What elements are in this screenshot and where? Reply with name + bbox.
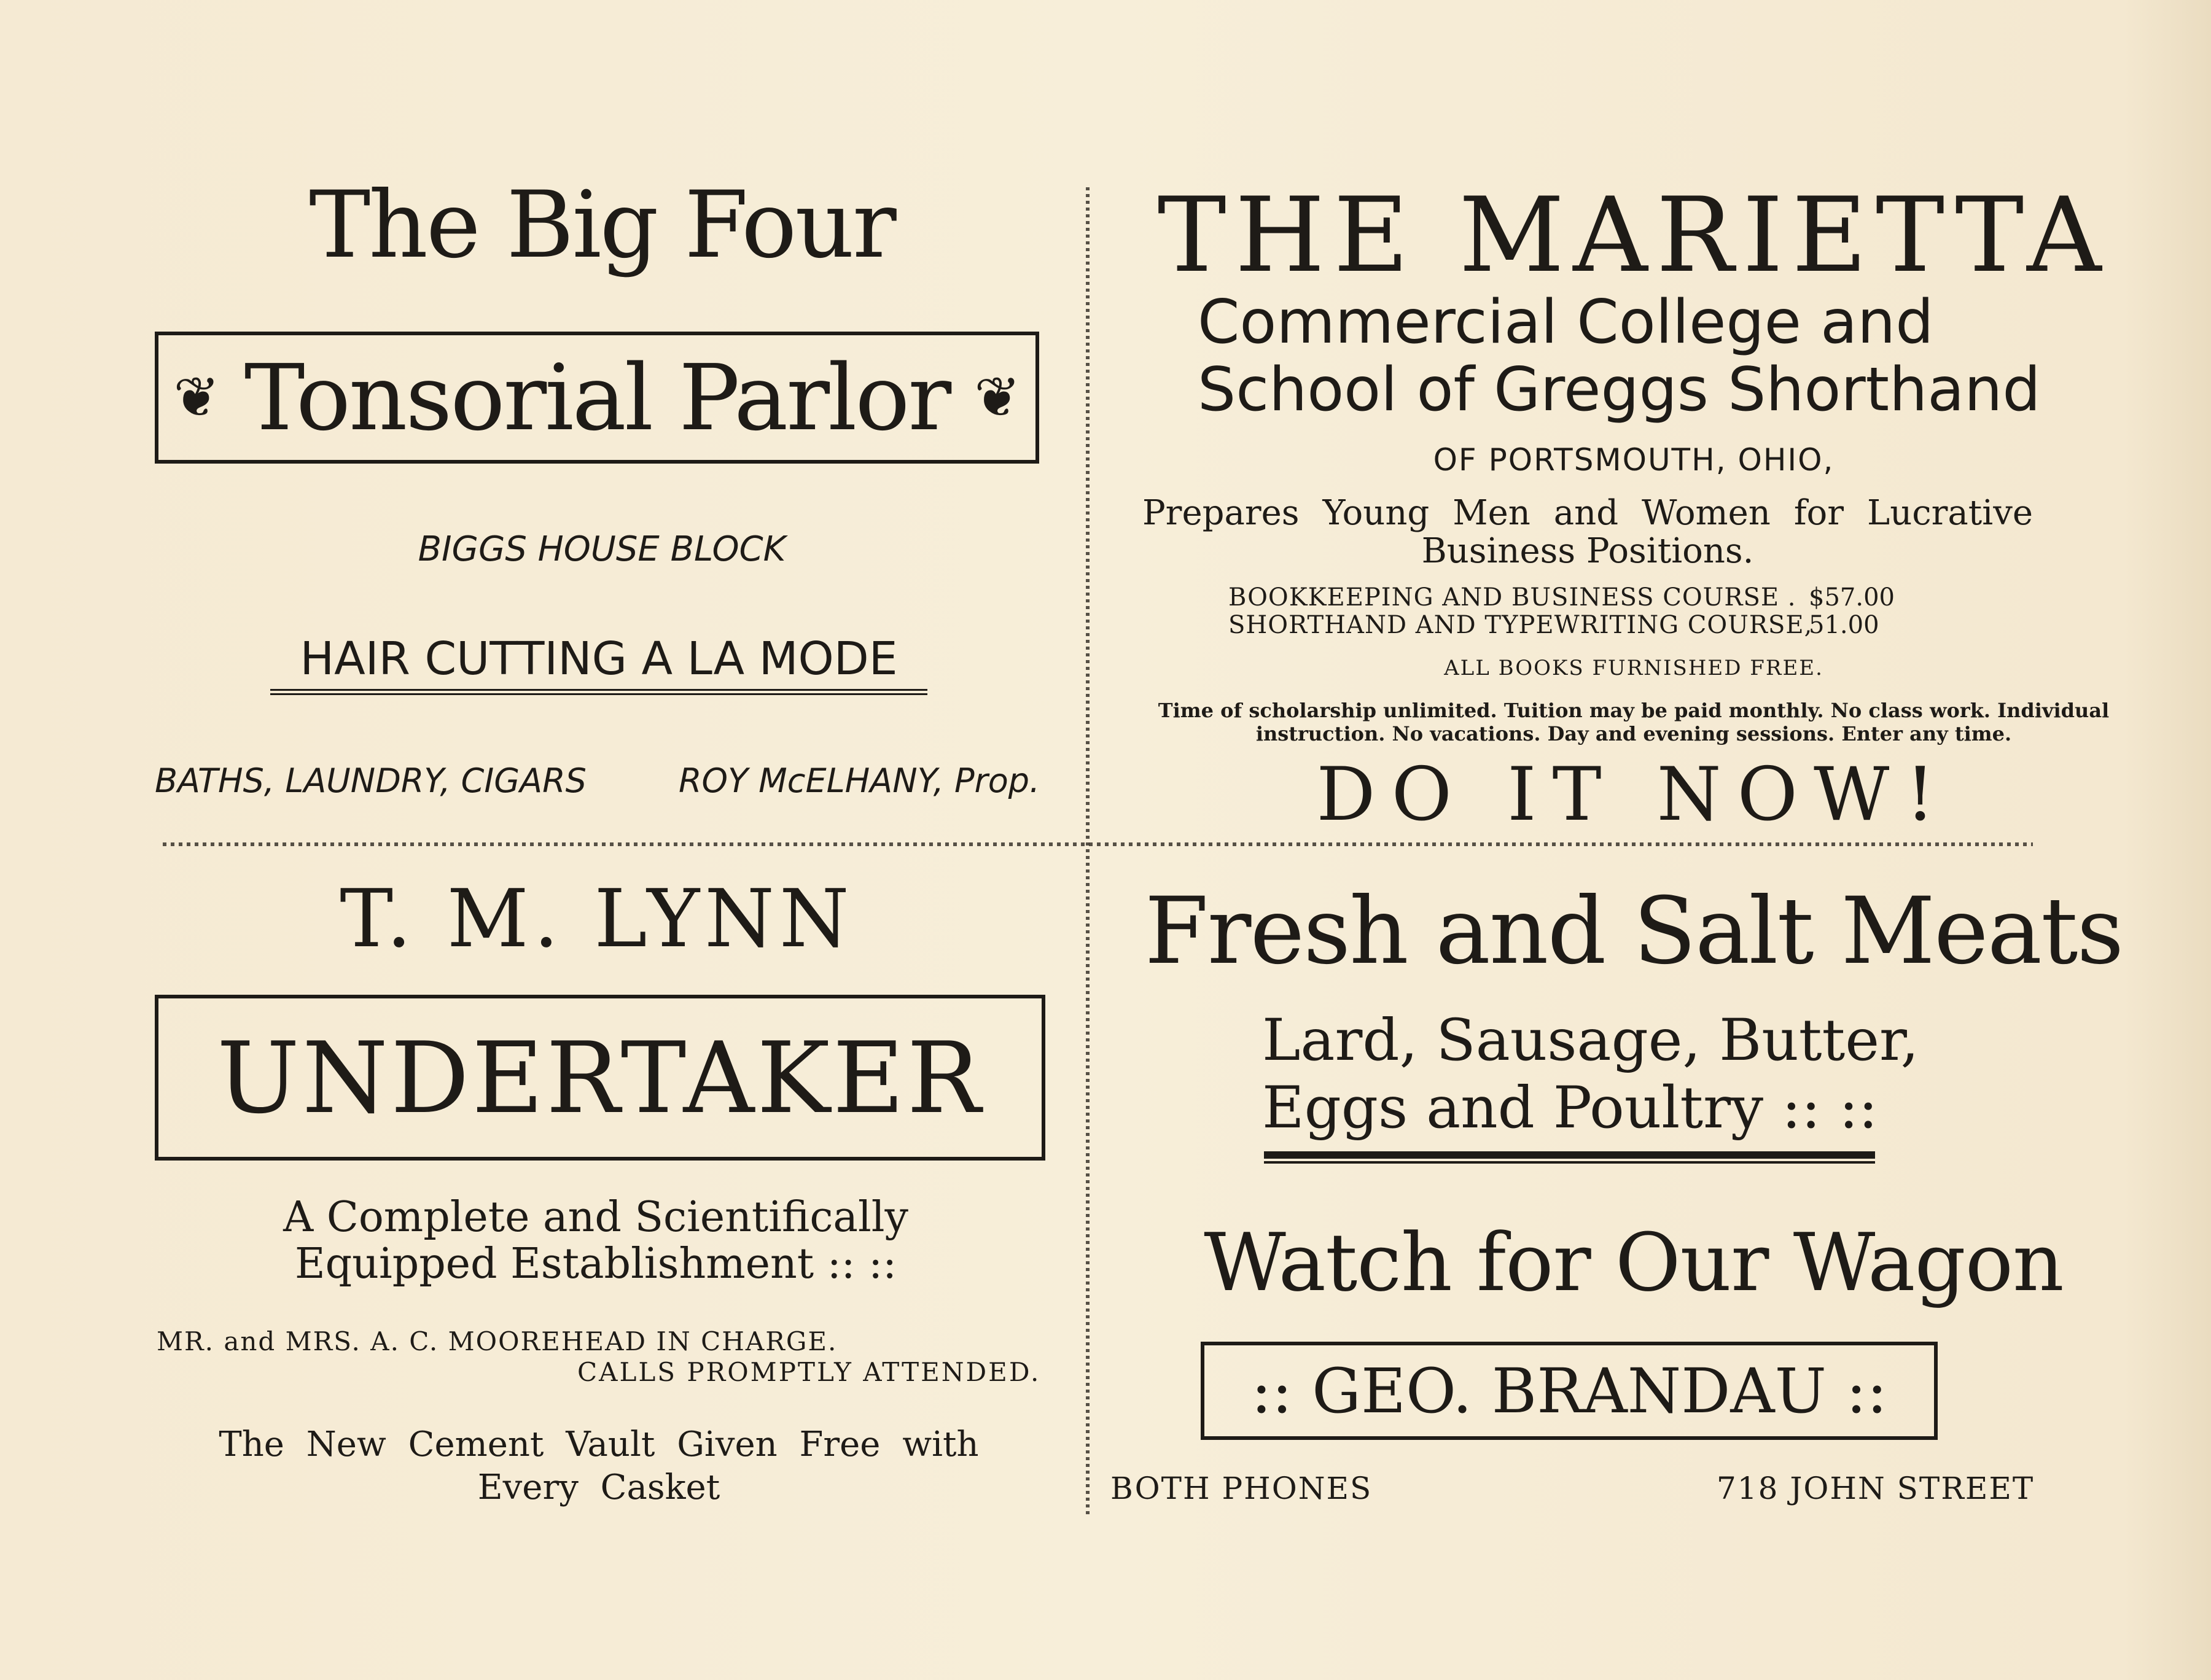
books-free-text: ALL BOOKS FURNISHED FREE. [1444,656,1823,680]
marietta-location: OF PORTSMOUTH, OHIO, [1433,442,1835,478]
marietta-pitch: Prepares Young Men and Women for Lucrative Business Positions. [1142,493,2033,571]
products-line: Lard, Sausage, Butter, [1262,1007,1919,1074]
marietta-title: THE MARIETTA [1157,175,2110,295]
in-charge-text: MR. and MRS. A. C. MOOREHEAD IN CHARGE. [157,1326,838,1356]
course-price: $57.00 [1809,583,1895,612]
leaf-ornament-icon: ❦ [173,365,220,430]
location-text: BIGGS HOUSE BLOCK [418,529,786,569]
proprietor-text: ROY McELHANY, Prop. [679,761,1040,800]
tonsorial-parlor-box [155,332,1039,464]
slogan-text: HAIR CUTTING A LA MODE [270,632,927,695]
course-price: 51.00 [1809,611,1879,639]
address-text: 718 JOHN STREET [1717,1471,2035,1506]
phones-text: BOTH PHONES [1110,1471,1373,1506]
terms-text: Time of scholarship unlimited. Tuition may be paid monthly. No class work. Individual instruction. No vacations. Day and evening sessions. Enter any time. [1158,699,2110,745]
brandau-label: :: GEO. BRANDAU :: [1250,1355,1888,1427]
leaf-ornament-icon: ❦ [974,365,1021,430]
course-name: BOOKKEEPING AND BUSINESS COURSE . [1228,583,1796,612]
products-line: Eggs and Poultry :: :: [1262,1075,1878,1141]
horizontal-divider [163,842,2033,846]
vault-offer-text: The New Cement Vault Given Free with Every Casket [219,1425,979,1507]
tonsorial-parlor-label: Tonsorial Parlor [244,344,950,451]
lynn-title: T. M. LYNN [340,872,854,965]
call-to-action: DO IT NOW! [1316,752,1951,838]
undertaker-box [155,995,1045,1161]
calls-text: CALLS PROMPTLY ATTENDED. [577,1357,1041,1387]
services-text: BATHS, LAUNDRY, CIGARS [155,761,587,800]
big-four-title: The Big Four [309,172,895,279]
undertaker-label: UNDERTAKER [217,1020,983,1135]
vertical-divider [1086,187,1090,1517]
course-name: SHORTHAND AND TYPEWRITING COURSE, [1228,611,1813,639]
products-list [1262,1007,1919,1142]
double-rule [1264,1151,1875,1164]
establishment-description: A Complete and Scientifically Equipped Establishment :: :: [283,1193,908,1288]
subtitle-line: Commercial College and [1198,287,1934,357]
brandau-box [1201,1342,1938,1440]
marietta-subtitle [1198,289,2119,424]
wagon-text: Watch for Our Wagon [1204,1216,2064,1309]
subtitle-line: School of Greggs Shorthand [1198,355,2041,425]
meats-title: Fresh and Salt Meats [1144,878,2123,985]
